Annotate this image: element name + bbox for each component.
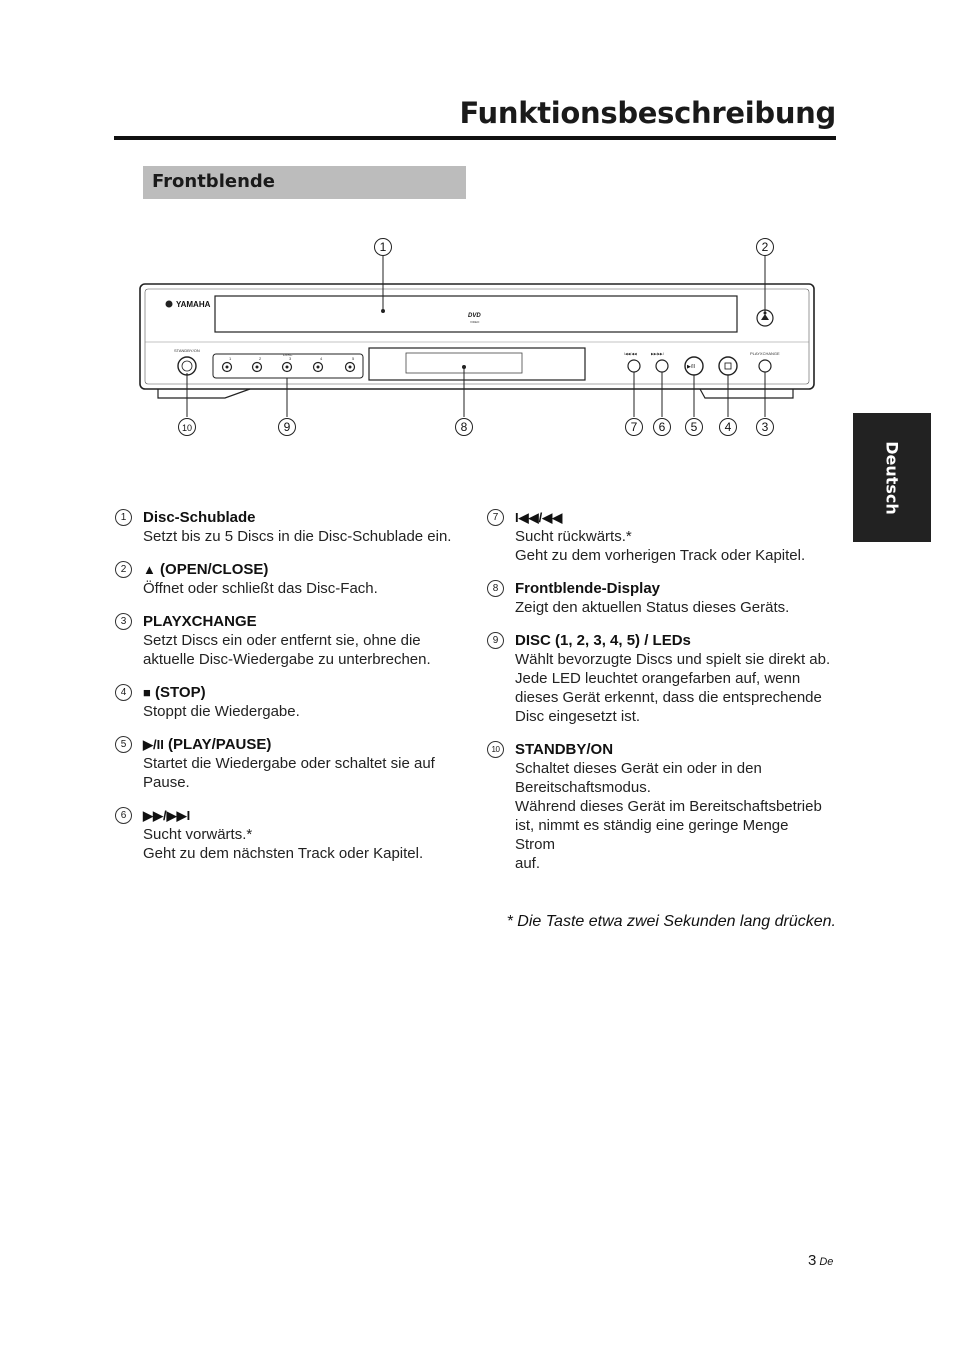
disc-led-1 (226, 366, 229, 369)
item-title-line (515, 508, 831, 527)
brand-label: YAMAHA (176, 300, 211, 309)
callout-4: 4 (724, 420, 732, 434)
description-column-left (114, 508, 459, 877)
callout-10: 10 (181, 423, 193, 433)
disc-led-4 (317, 366, 320, 369)
disc-number-5: 5 (352, 356, 355, 361)
left-foot (158, 389, 250, 398)
item-title-line (143, 560, 459, 579)
disc-number-3: 3 (289, 356, 292, 361)
item-title: (OPEN/CLOSE) (160, 561, 269, 578)
item-symbol: ▲ (143, 562, 156, 577)
page-number (808, 1252, 833, 1269)
item-description: Schaltet dieses Gerät ein oder in den Bereitschaftsmodus. Während dieses Gerät im Bereitschaftsbetrieb ist, nimmt es ständig eine geringe Menge Strom auf. (515, 760, 822, 872)
playxchange-button (759, 360, 771, 372)
standby-button (178, 357, 196, 375)
dvd-video-label: VIDEO (470, 320, 480, 324)
item-title-line (515, 740, 831, 759)
item-number: 8 (487, 580, 504, 597)
item-number: 4 (115, 684, 132, 701)
page-language: De (819, 1256, 834, 1268)
front-panel-diagram (0, 0, 954, 460)
disc-led-3 (286, 366, 289, 369)
callout-2: 2 (761, 240, 769, 254)
skip-forward-button (656, 360, 668, 372)
item-description: Setzt bis zu 5 Discs in die Disc-Schublade ein. (143, 528, 452, 545)
playxchange-label: PLAYXCHANGE (750, 351, 780, 356)
item-title: PLAYXCHANGE (143, 613, 257, 630)
item-symbol: ▶▶/▶▶I (143, 808, 191, 823)
skip-forward-label: ▶▶/▶▶I (651, 352, 664, 356)
item-symbol: ▶/II (143, 737, 164, 752)
item-title-line (515, 631, 831, 650)
callout-1: 1 (379, 240, 387, 254)
disc-number-2: 2 (259, 356, 262, 361)
item-description: Stoppt die Wiedergabe. (143, 703, 300, 720)
description-column-right (486, 508, 831, 887)
callout-3: 3 (761, 420, 769, 434)
item-number: 2 (115, 561, 132, 578)
item-description: Wählt bevorzugte Discs und spielt sie direkt ab. Jede LED leuchtet orangefarben auf, wenn dieses Gerät erkennt, dass die entsprechende Disc eingesetzt ist. (515, 651, 831, 725)
item-title-line (143, 683, 459, 702)
disc-number-4: 4 (320, 356, 323, 361)
item-title: STANDBY/ON (515, 741, 614, 758)
item-description: Zeigt den aktuellen Status dieses Geräts. (515, 599, 790, 616)
item-title: (STOP) (155, 684, 206, 701)
item-symbol: I◀◀/◀◀ (515, 510, 563, 525)
item-number: 1 (115, 509, 132, 526)
callout-5: 5 (690, 420, 698, 434)
item-number: 6 (115, 807, 132, 824)
item-number: 10 (487, 741, 504, 758)
item-title: Disc-Schublade (143, 509, 256, 526)
page-number-value: 3 (808, 1252, 817, 1269)
item-title: Frontblende-Display (515, 580, 661, 597)
description-item-9 (486, 631, 831, 726)
item-title: (PLAY/PAUSE) (168, 736, 272, 753)
dvd-logo: DVD (468, 313, 481, 319)
description-item-4 (114, 683, 459, 721)
skip-back-button (628, 360, 640, 372)
item-number: 9 (487, 632, 504, 649)
callout-7: 7 (630, 420, 638, 434)
play-pause-icon: ▶/II (687, 364, 696, 370)
description-item-6 (114, 806, 459, 863)
item-description: Setzt Discs ein oder entfernt sie, ohne die aktuelle Disc-Wiedergabe zu unterbrechen. (143, 632, 431, 668)
description-item-2 (114, 560, 459, 598)
standby-label: STANDBY/ON (174, 348, 200, 353)
item-number: 7 (487, 509, 504, 526)
item-title-line (515, 579, 831, 598)
stop-button (719, 357, 737, 375)
disc-number-1: 1 (229, 356, 232, 361)
skip-back-label: I◀◀/◀◀ (624, 352, 637, 356)
description-item-3 (114, 612, 459, 669)
item-description: Öffnet oder schließt das Disc-Fach. (143, 580, 378, 597)
item-symbol: ■ (143, 685, 151, 700)
item-title-line (143, 735, 459, 754)
item-number: 3 (115, 613, 132, 630)
item-description: Sucht vorwärts.* Geht zu dem nächsten Track oder Kapitel. (143, 826, 424, 862)
yamaha-logo-icon (166, 301, 173, 308)
callout-9: 9 (283, 420, 291, 434)
disc-group-label: DISC (283, 352, 293, 357)
section-title: Frontblende (152, 171, 275, 192)
disc-led-5 (349, 366, 352, 369)
page-title: Funktionsbeschreibung (459, 96, 836, 130)
footnote: * Die Taste etwa zwei Sekunden lang drücken. (506, 913, 836, 930)
item-title: DISC (1, 2, 3, 4, 5) / LEDs (515, 632, 691, 649)
item-description: Startet die Wiedergabe oder schaltet sie auf Pause. (143, 755, 435, 791)
language-tab-label: Deutsch (882, 440, 902, 515)
item-description: Sucht rückwärts.* Geht zu dem vorherigen Track oder Kapitel. (515, 528, 806, 564)
item-title-line (143, 508, 459, 527)
description-item-1 (114, 508, 459, 546)
description-item-7 (486, 508, 831, 565)
callout-8: 8 (460, 420, 468, 434)
description-item-5 (114, 735, 459, 792)
item-number: 5 (115, 736, 132, 753)
item-title-line (143, 806, 459, 825)
description-item-10 (486, 740, 831, 873)
description-item-8 (486, 579, 831, 617)
disc-led-2 (256, 366, 259, 369)
item-title-line (143, 612, 459, 631)
callout-6: 6 (658, 420, 666, 434)
right-foot (700, 389, 793, 398)
